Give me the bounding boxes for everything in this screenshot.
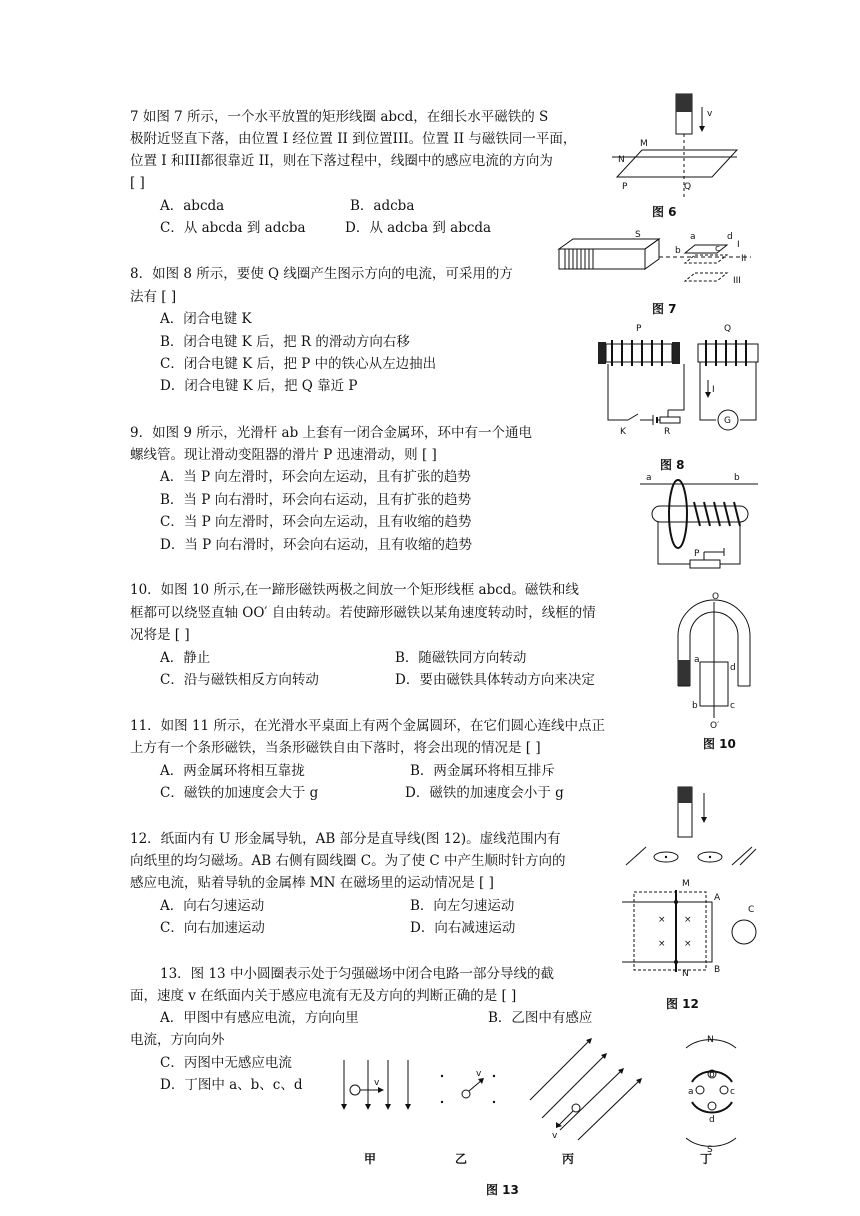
q10-option-b: B．随磁铁同方向转动 — [395, 650, 527, 666]
magnet-top-face — [559, 239, 659, 249]
f10-label-d: d — [730, 663, 736, 673]
circuit-right-wire — [720, 522, 740, 564]
q12-line-3: 感应电流，贴着导轨的金属棒 MN 在磁场里的运动情况是 [ ] — [130, 875, 494, 891]
q12-option-a: A．向右匀速运动 — [160, 898, 265, 914]
conductor-d — [708, 1102, 716, 1110]
magnet-end-face — [645, 239, 659, 269]
figure-9-diagram — [638, 470, 760, 578]
circuit-p-left-wire — [608, 364, 628, 420]
q8-option-c: C．闭合电键 K 后，把 P 中的铁心从左边抽出 — [160, 356, 437, 372]
conductor-c — [720, 1086, 728, 1094]
q13-option-d: D．丁图中 a、b、c、d — [160, 1077, 303, 1093]
f8-label-i: I — [712, 385, 715, 395]
q13-line-2: 面，速度 v 在纸面内关于感应电流有无及方向的判断正确的是 [ ] — [130, 988, 517, 1004]
velocity-arrowhead — [699, 126, 705, 132]
q10-option-c: C．沿与磁铁相反方向转动 — [160, 672, 319, 688]
fall-arrowhead — [701, 817, 707, 823]
f10-label-a: a — [694, 655, 700, 665]
magnetic-field-region — [634, 892, 706, 970]
figure-8-diagram — [598, 322, 763, 437]
circuit-p-right-wire — [668, 364, 684, 410]
circle-coil-c — [732, 920, 756, 944]
fig13-bing — [530, 1038, 642, 1141]
f13-label-b: b — [709, 1070, 715, 1080]
figure-12-diagram — [622, 878, 762, 978]
fig13-ding — [686, 1035, 736, 1155]
f7-label-d: d — [727, 232, 733, 242]
figure-7-diagram — [555, 225, 755, 295]
fig13-sub-label-bing: 丙 — [562, 1152, 575, 1166]
rheostat-r — [660, 417, 680, 423]
q8-option-b: B．闭合电键 K 后，把 R 的滑动方向右移 — [160, 334, 410, 350]
f12-label-c: C — [748, 905, 755, 915]
magnet-hatching — [565, 249, 593, 269]
f8-label-g: G — [724, 416, 731, 426]
q13-option-b-cont: 电流，方向向外 — [130, 1032, 225, 1048]
f8-label-r: R — [664, 427, 671, 437]
velocity-arrow — [558, 1111, 573, 1126]
f10-label-o: O — [712, 592, 720, 602]
fig13-jia — [341, 1060, 411, 1110]
q7-line-1: 7 如图 7 所示，一个水平放置的矩形线圈 abcd，在细长水平磁铁的 S — [130, 109, 549, 125]
f13-label-d: d — [709, 1115, 715, 1125]
q11-option-d: D．磁铁的加速度会小于 g — [405, 785, 564, 801]
figure-13-caption: 图 13 — [486, 1183, 519, 1197]
q11-line-2: 上方有一个条形磁铁，当条形磁铁自由下落时，将会出现的情况是 [ ] — [130, 740, 541, 756]
f10-label-b: b — [692, 701, 698, 711]
q11-option-b: B．两金属环将相互排斥 — [410, 763, 555, 779]
f10-label-o-prime: O′ — [710, 721, 720, 731]
q12-option-b: B．向左匀速运动 — [410, 898, 515, 914]
figure-10-diagram — [672, 590, 757, 732]
field-mark: × — [658, 939, 666, 949]
q9-option-b: B．当 P 向右滑时，环会向右运动，且有扩张的趋势 — [160, 492, 472, 508]
q9-line-1: 9．如图 9 所示，光滑杆 ab 上套有一闭合金属环，环中有一个通电 — [130, 425, 533, 441]
figure-12-caption: 图 12 — [666, 997, 699, 1011]
f6-label-v: v — [707, 109, 713, 119]
q9-line-2: 螺线管。现让滑动变阻器的滑片 P 迅速滑动，则 [ ] — [130, 447, 437, 463]
f7-label-s: S — [635, 230, 641, 240]
fig13-sub-label-jia: 甲 — [364, 1152, 377, 1166]
q9-option-c: C．当 P 向左滑时，环会向左运动，且有收缩的趋势 — [160, 514, 472, 530]
conductor-circle — [572, 1104, 580, 1112]
q7-line-2: 极附近竖直下落，由位置 I 经位置 II 到位置III。位置 II 与磁铁同一平面， — [130, 131, 577, 147]
q11-option-a: A．两金属环将相互靠拢 — [160, 763, 305, 779]
figure-8-caption: 图 8 — [660, 458, 685, 472]
conductor-a — [696, 1086, 704, 1094]
q7-line-3: 位置 I 和III都很靠近 II，则在下落过程中，线圈中的感应电流的方向为 — [130, 153, 553, 169]
horizontal-plane-shape — [617, 150, 737, 177]
fig13-yi — [441, 1069, 495, 1103]
q8-option-a: A．闭合电键 K — [160, 311, 252, 327]
figure-10-caption: 图 10 — [703, 737, 736, 751]
magnet-pole-shading — [678, 787, 692, 803]
table-left-edge — [626, 847, 646, 865]
f6-label-n: N — [618, 155, 625, 165]
iron-core-left — [598, 342, 606, 364]
coil-position-2 — [685, 255, 727, 263]
q12-line-2: 向纸里的均匀磁场。AB 右侧有圆线圈 C。为了使 C 中产生顺时针方向的 — [130, 853, 566, 869]
q7-line-4: [ ] — [130, 175, 145, 191]
conductor-circle — [462, 1090, 470, 1098]
velocity-arrow — [469, 1080, 482, 1091]
table-edge-line — [740, 849, 756, 865]
current-arrowhead — [705, 392, 711, 398]
q13-option-a: A．甲图中有感应电流，方向向里 — [160, 1010, 359, 1026]
coil-position-3 — [685, 273, 727, 281]
q11-line-1: 11．如图 11 所示，在光滑水平桌面上有两个金属圆环，在它们圆心连线中点正 — [130, 718, 605, 734]
pole-left-hatch — [678, 660, 690, 686]
q9-option-d: D．当 P 向右滑时，环会向右运动，且有收缩的趋势 — [160, 537, 472, 553]
f13-label-v-jia: v — [374, 1078, 380, 1088]
f8-label-p: P — [636, 324, 642, 334]
f13-label-v-yi: v — [476, 1069, 482, 1079]
f10-label-c: c — [730, 701, 735, 711]
q10-line-2: 框都可以绕竖直轴 OO′ 自由转动。若使蹄形磁铁以某角速度转动时，线框的情 — [130, 605, 596, 621]
q10-option-d: D．要由磁铁具体转动方向来决定 — [395, 672, 595, 688]
magnet-front-face — [559, 249, 645, 269]
f6-label-p: P — [622, 182, 628, 192]
f12-label-n: N — [682, 969, 689, 979]
f7-label-i: I — [737, 240, 740, 250]
f13-label-v-bing: v — [552, 1131, 558, 1141]
q10-option-a: A．静止 — [160, 650, 211, 666]
field-lines-diagonal — [530, 1040, 640, 1140]
field-mark: × — [684, 915, 692, 925]
q13-option-c: C．丙图中无感应电流 — [160, 1055, 292, 1071]
f9-label-p: P — [694, 549, 700, 559]
q12-line-1: 12．纸面内有 U 形金属导轨，AB 部分是直导线(图 12)。虚线范围内有 — [130, 831, 561, 847]
q7-option-a: A．abcda — [160, 198, 225, 214]
solenoid-body — [652, 506, 748, 522]
q8-line-2: 法有 [ ] — [130, 289, 177, 305]
q8-option-d: D．闭合电键 K 后，把 Q 靠近 P — [160, 378, 358, 394]
q13-line-1: 13．图 13 中小圆圈表示处于匀强磁场中闭合电路一部分导线的截 — [160, 966, 554, 982]
coil-position-1 — [685, 245, 727, 253]
q13-option-b: B．乙图中有感应 — [488, 1010, 593, 1026]
magnet-pole-shading — [676, 94, 692, 112]
f8-label-q: Q — [724, 324, 732, 334]
f7-label-iii: III — [733, 276, 741, 286]
q8-line-1: 8．如图 8 所示，要使 Q 线圈产生图示方向的电流，可采用的方 — [130, 266, 513, 282]
f8-label-k: K — [620, 427, 626, 437]
f12-label-m: M — [682, 879, 690, 889]
f9-label-b: b — [734, 473, 740, 483]
rheostat — [690, 560, 720, 568]
q9-option-a: A．当 P 向左滑时，环会向左运动，且有扩张的趋势 — [160, 469, 471, 485]
q12-option-c: C．向右加速运动 — [160, 920, 265, 936]
q12-option-d: D．向右减速运动 — [410, 920, 516, 936]
f7-label-b: b — [675, 246, 681, 256]
q7-option-c: C．从 abcda 到 adcba — [160, 220, 306, 236]
fig13-sub-label-ding: 丁 — [700, 1152, 713, 1166]
q11-option-c: C．磁铁的加速度会大于 g — [160, 785, 319, 801]
circuit-q-right-wire — [740, 362, 756, 420]
switch-k — [628, 414, 638, 420]
figure-11-diagram — [622, 785, 762, 875]
figure-6-caption: 图 6 — [652, 205, 677, 219]
fig13-sub-label-yi: 乙 — [455, 1152, 468, 1166]
figure-6-diagram — [612, 92, 752, 202]
q7-option-b: B．adcba — [350, 198, 415, 214]
f12-label-a: A — [714, 893, 721, 903]
conductor-circle — [350, 1085, 360, 1095]
f9-label-a: a — [646, 473, 652, 483]
iron-core-right — [672, 342, 680, 364]
f13-label-c: c — [730, 1087, 735, 1097]
figure-13-diagram — [330, 1030, 750, 1170]
f12-label-b: B — [714, 965, 721, 975]
f13-label-n: N — [707, 1035, 714, 1045]
field-mark: × — [658, 915, 666, 925]
q10-line-3: 况将是 [ ] — [130, 627, 190, 643]
q10-line-1: 10．如图 10 所示,在一蹄形磁铁两极之间放一个矩形线框 abcd。磁铁和线 — [130, 582, 579, 598]
f13-label-s: S — [707, 1145, 713, 1155]
f13-label-a: a — [688, 1087, 694, 1097]
f7-label-ii: II — [741, 254, 747, 264]
figure-7-caption: 图 7 — [652, 302, 677, 316]
f7-label-c: c — [715, 244, 720, 254]
q7-option-d: D．从 adcba 到 abcda — [345, 220, 492, 236]
f6-label-q: Q — [684, 182, 692, 192]
field-mark: × — [684, 939, 692, 949]
rotation-arc-bottom — [692, 1102, 732, 1113]
f7-label-a: a — [690, 232, 696, 242]
metal-ring — [669, 480, 687, 548]
f6-label-m: M — [640, 139, 648, 149]
u-shaped-rail — [622, 902, 712, 962]
